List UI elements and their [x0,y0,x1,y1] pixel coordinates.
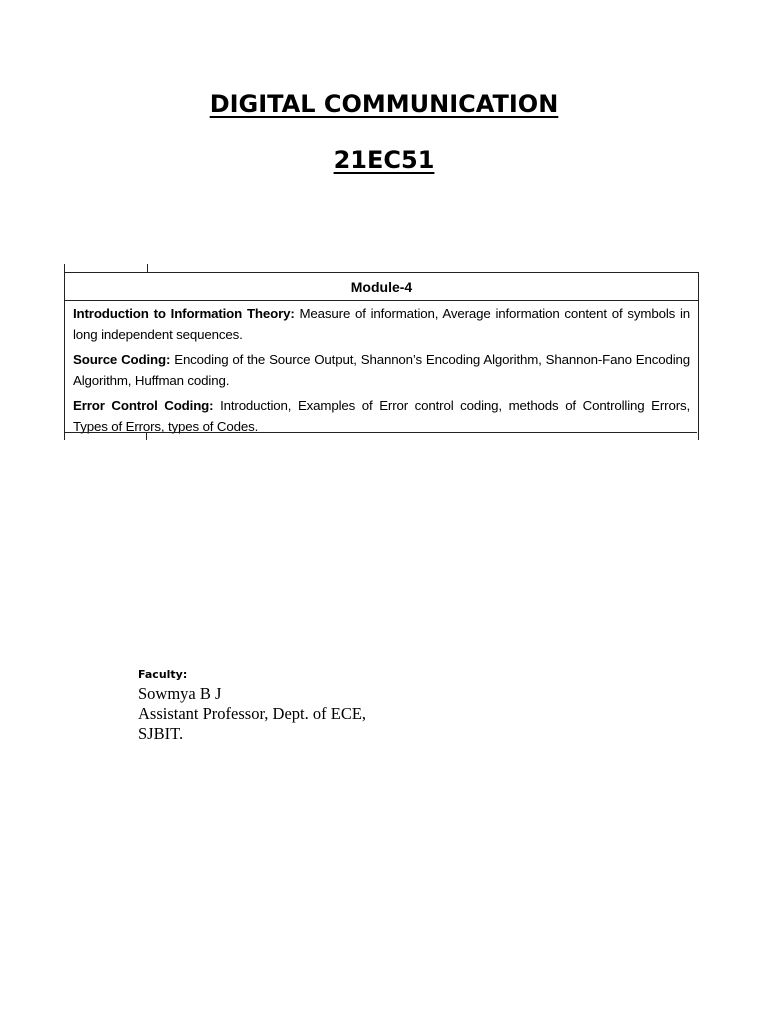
syllabus-box [64,272,699,440]
faculty-label: Faculty: [138,668,188,681]
faculty-designation: Assistant Professor, Dept. of ECE, [138,704,367,723]
section-heading: Introduction to Information Theory: [73,306,295,321]
truncated-table-row [64,432,697,440]
faculty-name: Sowmya B J [138,684,222,703]
section-error-control [73,395,690,437]
section-text: Measure of information, Average information content of symbols in long independent sequences. [73,306,690,342]
faculty-block [138,668,366,744]
section-source-coding [73,349,690,391]
section-information-theory [73,303,690,345]
section-text: Introduction, Examples of Error control coding, methods of Controlling Errors, Types of Errors, types of Codes. [73,398,691,434]
module-content [65,301,698,437]
section-heading: Error Control Coding: [73,398,214,413]
module-heading: Module-4 [65,273,698,301]
course-code: 21EC51 [333,146,435,174]
section-heading: Source Coding: [73,352,171,367]
faculty-institution: SJBIT. [138,724,184,743]
section-text: Encoding of the Source Output, Shannon’s Encoding Algorithm, Shannon-Fano Encoding Algorithm, Huffman coding. [73,352,691,388]
table-top-fragment [64,264,147,272]
syllabus-table [64,264,699,440]
document-title: DIGITAL COMMUNICATION [209,90,559,118]
